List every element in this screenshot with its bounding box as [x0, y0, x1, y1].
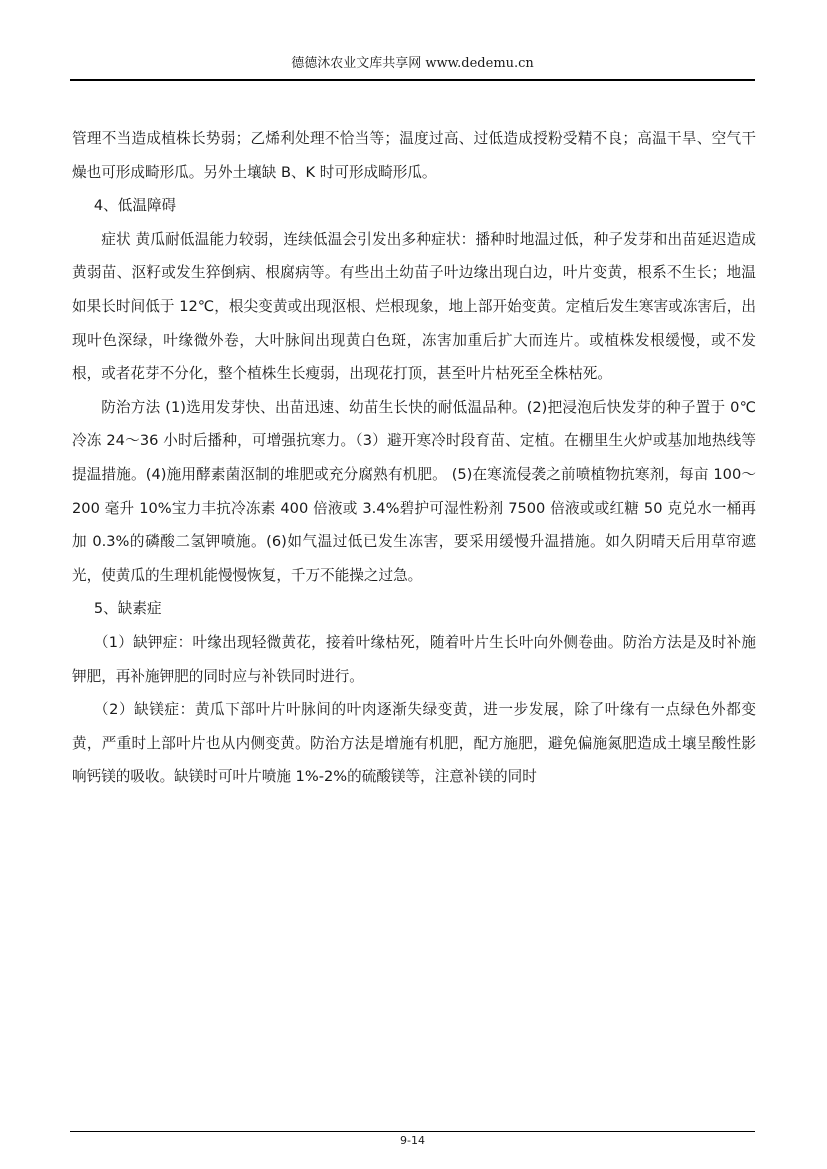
paragraph-potassium-deficiency: （1）缺钾症：叶缘出现轻微黄花，接着叶缘枯死，随着叶片生长叶向外侧卷曲。防治方法是及时补施钾肥，再补施钾肥的同时应与补铁同时进行。 [72, 633, 756, 685]
header-divider [70, 79, 755, 81]
page-number: 9-14 [400, 1134, 425, 1147]
paragraph-abnormal-fruit-causes: 管理不当造成植株长势弱；乙烯利处理不恰当等；温度过高、过低造成授粉受精不良；高温干旱、空气干燥也可形成畸形瓜。另外土壤缺 B、K 时可形成畸形瓜。 [72, 130, 756, 181]
footer-divider [70, 1131, 755, 1132]
paragraph-low-temp-symptoms: 症状 黄瓜耐低温能力较弱，连续低温会引发出多种症状：播种时地温过低，种子发芽和出苗延迟造成黄弱苗、沤籽或发生猝倒病、根腐病等。有些出土幼苗子叶边缘出现白边，叶片变黄，根系不生长；地温如果长时间低于 12℃，根尖变黄或出现沤根、烂根现象，地上部开始变黄。定植后发生寒害或冻害后，出现叶色深绿，叶缘微外卷，大叶脉间出现黄白色斑，冻害加重后扩大而连片。或植株发根缓慢，或不发根，或者花芽不分化，整个植株生长瘦弱，出现花打顶，甚至叶片枯死至全株枯死。 [72, 230, 756, 383]
paragraph-magnesium-deficiency: （2）缺镁症：黄瓜下部叶片叶脉间的叶肉逐渐失绿变黄，进一步发展，除了叶缘有一点绿色外都变黄，严重时上部叶片也从内侧变黄。防治方法是增施有机肥，配方施肥，避免偏施氮肥造成土壤呈酸性影响钙镁的吸收。缺镁时可叶片喷施 1%-2%的硫酸镁等，注意补镁的同时 [72, 701, 756, 786]
heading-low-temperature: 4、低温障碍 [93, 197, 177, 215]
paragraph-low-temp-prevention: 防治方法 (1)选用发芽快、出苗迅速、幼苗生长快的耐低温品种。(2)把浸泡后快发芽的种子置于 0℃冷冻 24～36 小时后播种，可增强抗寒力。（3）避开寒冷时段育苗、定植。在棚里生火炉或基加地热线等提温措施。(4)施用酵素菌沤制的堆肥或充分腐熟有机肥。 (5)在寒流侵袭之前喷植物抗寒剂，每亩 100～200 毫升 10%宝力丰抗冷冻素 400 倍液或 3.4%碧护可湿性粉剂 7500 倍液或或红糖 50 克兑水一桶再加 0.3%的磷酸二氢钾喷施。(6)如气温过低已发生冻害，要采用缓慢升温措施。如久阴晴天后用草帘遮光，使黄瓜的生理机能慢慢恢复，千万不能操之过急。 [72, 398, 756, 584]
document-body [72, 122, 756, 794]
heading-nutrient-deficiency: 5、缺素症 [93, 600, 162, 618]
page-header: 德德沐农业文库共享网 www.dedemu.cn [291, 56, 534, 71]
